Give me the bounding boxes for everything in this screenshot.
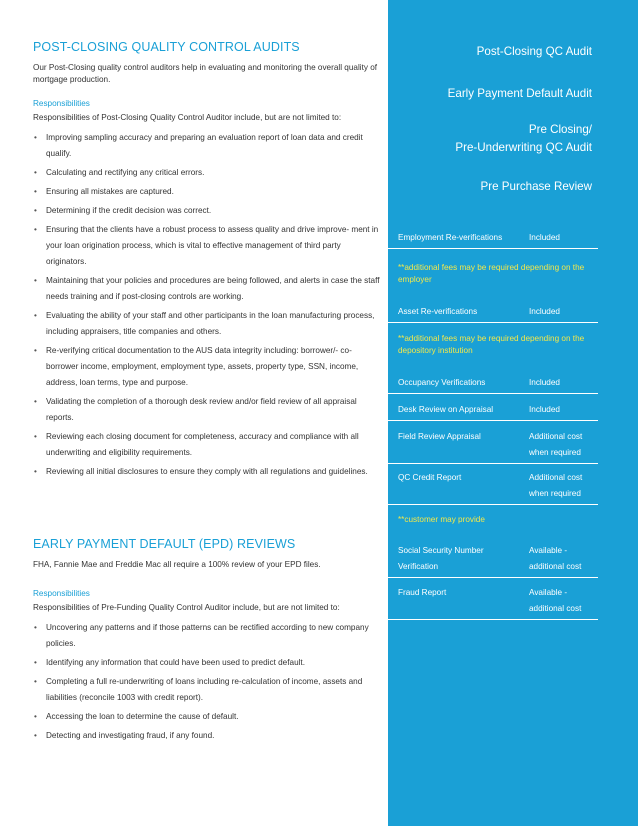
row-value: Available - additional cost (529, 546, 582, 571)
list-item: • Evaluating the ability of your staff and other participants in the loan manufacturing process, including appraisers, title companies and others. (33, 308, 383, 340)
row-value: Included (529, 307, 560, 316)
service-pre-purchase: Pre Purchase Review (480, 180, 592, 193)
divider (388, 619, 598, 620)
epd-intro: FHA, Fannie Mae and Freddie Mac all require a 100% review of your EPD files. (33, 560, 321, 569)
list-item: • Maintaining that your policies and procedures are being followed, and alerts in case the staff needs training and if post-closing controls are working. (33, 273, 383, 305)
epd-section (33, 533, 383, 747)
list-item: • Completing a full re-underwriting of loans including re-calculation of income, assets and liabilities (reconcile 1003 with credit report). (33, 674, 383, 706)
list-item: • Ensuring all mistakes are captured. (33, 184, 383, 200)
responsibilities-intro: Responsibilities of Post-Closing Quality Control Auditor include, but are not limited to: (33, 113, 342, 122)
divider (388, 322, 598, 323)
post-closing-section (33, 36, 383, 483)
row-value: Additional cost when required (529, 473, 583, 498)
row-item: Fraud Report (398, 588, 447, 597)
divider (388, 248, 598, 249)
row-item: Occupancy Verifications (398, 378, 486, 387)
list-item: • Calculating and rectifying any critical errors. (33, 165, 383, 181)
epd-title: EARLY PAYMENT DEFAULT (EPD) REVIEWS (33, 537, 296, 551)
list-item: • Uncovering any patterns and if those patterns can be rectified according to new company policies. (33, 620, 383, 652)
service-pre-underwriting: Pre-Underwriting QC Audit (455, 141, 592, 154)
responsibilities-heading: Responsibilities (33, 99, 90, 108)
list-item: • Accessing the loan to determine the cause of default. (33, 709, 383, 725)
divider (388, 393, 598, 394)
note-employer: **additional fees may be required depending on the employer (398, 263, 585, 284)
epd-list (33, 620, 383, 744)
row-value: Included (529, 233, 560, 242)
divider (388, 577, 598, 578)
list-item: • Determining if the credit decision was correct. (33, 203, 383, 219)
list-item: • Reviewing all initial disclosures to ensure they comply with all regulations and guidelines. (33, 464, 383, 480)
note-customer: **customer may provide (398, 515, 485, 524)
post-closing-title: POST-CLOSING QUALITY CONTROL AUDITS (33, 40, 300, 54)
post-closing-list (33, 130, 383, 480)
list-item: • Detecting and investigating fraud, if any found. (33, 728, 383, 744)
list-item: • Reviewing each closing document for completeness, accuracy and compliance with all underwriting and eligibility requirements. (33, 429, 383, 461)
responsibilities-intro: Responsibilities of Pre-Funding Quality Control Auditor include, but are not limited to: (33, 603, 340, 612)
service-pre-closing: Pre Closing/ (528, 123, 592, 136)
list-item: • Improving sampling accuracy and preparing an evaluation report of loan data and credit qualify. (33, 130, 383, 162)
row-item: Field Review Appraisal (398, 432, 481, 441)
row-value: Included (529, 405, 560, 414)
row-value: Available - additional cost (529, 588, 582, 613)
row-item: Employment Re-verifications (398, 233, 503, 242)
row-item: Desk Review on Appraisal (398, 405, 494, 414)
row-item: Asset Re-verifications (398, 307, 478, 316)
note-depository: **additional fees may be required depending on the depository institution (398, 334, 585, 355)
list-item: • Ensuring that the clients have a robust process to assess quality and drive improve- ment in your loan origination process, which is vital to effective management of third party originators. (33, 222, 383, 270)
row-value: Additional cost when required (529, 432, 583, 457)
services-sidebar (388, 0, 638, 826)
row-item: Social Security Number Verification (398, 546, 484, 571)
list-item: • Identifying any information that could have been used to predict default. (33, 655, 383, 671)
divider (388, 420, 598, 421)
list-item: • Re-verifying critical documentation to the AUS data integrity including: borrower/- co-borrower income, employment, employment type, assets, property type, SSN, income, address, loan terms, type and purpose. (33, 343, 383, 391)
responsibilities-heading: Responsibilities (33, 589, 90, 598)
row-item: QC Credit Report (398, 473, 462, 482)
service-epd: Early Payment Default Audit (447, 87, 592, 100)
post-closing-intro: Our Post-Closing quality control auditors help in evaluating and monitoring the overall quality of mortgage production. (33, 63, 378, 84)
row-value: Included (529, 378, 560, 387)
service-post-closing: Post-Closing QC Audit (476, 45, 592, 58)
divider (388, 504, 598, 505)
divider (388, 463, 598, 464)
list-item: • Validating the completion of a thorough desk review and/or field review of all appraisal reports. (33, 394, 383, 426)
